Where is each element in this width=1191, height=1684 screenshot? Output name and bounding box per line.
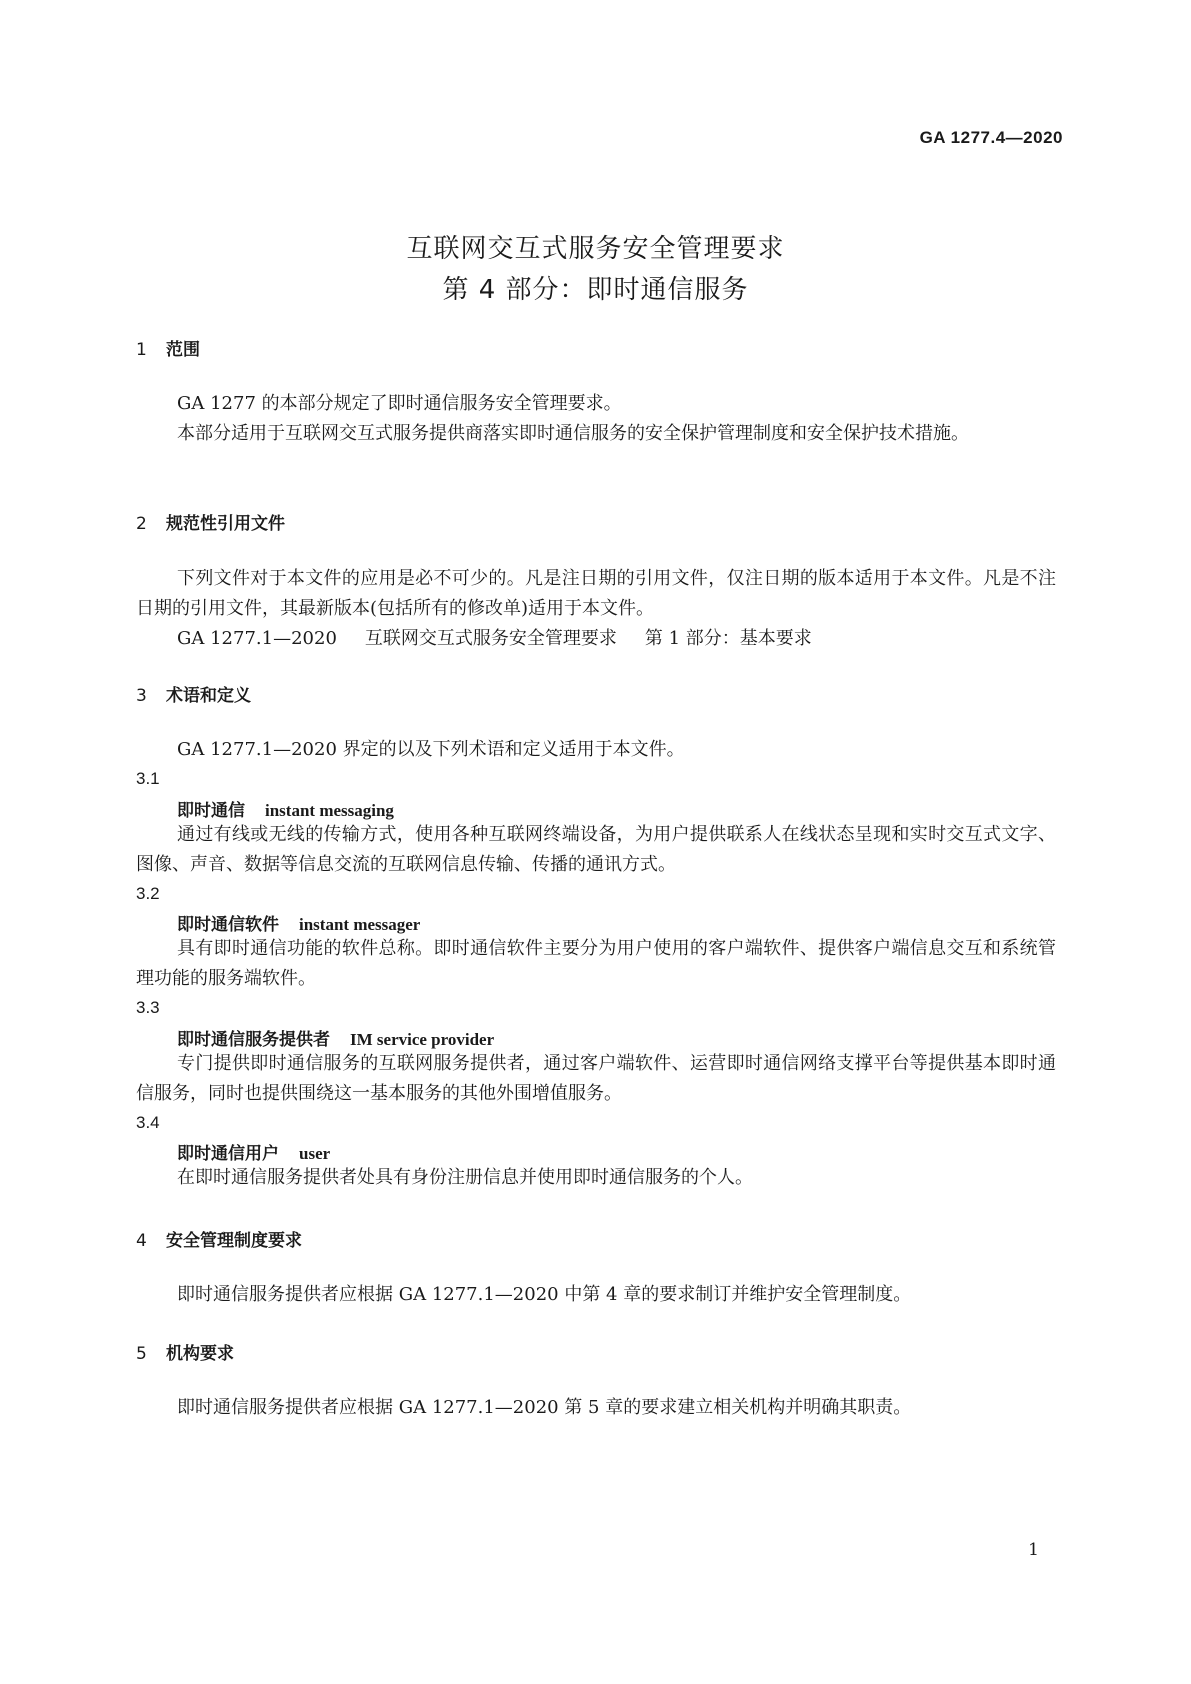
section-title: 机构要求: [166, 1344, 234, 1364]
section-number: 5: [136, 1344, 147, 1364]
document-subtitle: 第 4 部分：即时通信服务: [442, 275, 749, 305]
section-title: 术语和定义: [166, 686, 251, 706]
paragraph: GA 1277 的本部分规定了即时通信服务安全管理要求。: [177, 393, 622, 414]
section-title: 安全管理制度要求: [166, 1231, 302, 1251]
term-zh: 即时通信软件: [177, 915, 279, 935]
term-heading: [177, 796, 394, 821]
term-definition: 专门提供即时通信服务的互联网服务提供者，通过客户端软件、运营即时通信网络支撑平台等提供基本即时通信服务，同时也提供围绕这一基本服务的其他外围增值服务。: [136, 1053, 1056, 1104]
paragraph: 即时通信服务提供者应根据 GA 1277.1—2020 中第 4 章的要求制订并维护安全管理制度。: [177, 1284, 912, 1305]
reference-part: 第 1 部分：基本要求: [644, 628, 812, 649]
document-title: 互联网交互式服务安全管理要求: [406, 234, 785, 264]
paragraph: 本部分适用于互联网交互式服务提供商落实即时通信服务的安全保护管理制度和安全保护技术措施。: [177, 423, 969, 444]
section-title: 范围: [166, 340, 200, 360]
term-heading: [177, 1139, 330, 1164]
term-number: 3.1: [136, 769, 160, 788]
term-en: IM service provider: [350, 1030, 495, 1049]
term-heading: [177, 1025, 494, 1050]
reference-code: GA 1277.1—2020: [177, 628, 337, 649]
paragraph: GA 1277.1—2020 界定的以及下列术语和定义适用于本文件。: [177, 739, 685, 760]
standard-code: GA 1277.4—2020: [919, 128, 1063, 147]
reference-title: 互联网交互式服务安全管理要求: [364, 628, 617, 649]
section-title: 规范性引用文件: [166, 514, 285, 534]
normative-reference: [177, 624, 840, 650]
term-definition: 通过有线或无线的传输方式，使用各种互联网终端设备，为用户提供联系人在线状态呈现和实时交互式文字、图像、声音、数据等信息交流的互联网信息传输、传播的通讯方式。: [136, 824, 1056, 875]
term-definition: 具有即时通信功能的软件总称。即时通信软件主要分为用户使用的客户端软件、提供客户端信息交互和系统管理功能的服务端软件。: [136, 938, 1056, 989]
paragraph: 下列文件对于本文件的应用是必不可少的。凡是注日期的引用文件，仅注日期的版本适用于本文件。凡是不注日期的引用文件，其最新版本(包括所有的修改单)适用于本文件。: [136, 568, 1056, 619]
term-zh: 即时通信服务提供者: [177, 1030, 330, 1050]
section-number: 2: [136, 514, 147, 534]
term-en: instant messager: [299, 915, 421, 934]
term-number: 3.4: [136, 1113, 160, 1132]
section-heading: [136, 1339, 234, 1364]
term-zh: 即时通信: [177, 801, 245, 821]
section-heading: [136, 1226, 302, 1251]
section-number: 4: [136, 1231, 147, 1251]
term-en: instant messaging: [265, 801, 394, 820]
term-definition: 在即时通信服务提供者处具有身份注册信息并使用即时通信服务的个人。: [177, 1167, 753, 1188]
paragraph: 即时通信服务提供者应根据 GA 1277.1—2020 第 5 章的要求建立相关机构并明确其职责。: [177, 1397, 912, 1418]
term-number: 3.3: [136, 998, 160, 1017]
section-number: 3: [136, 686, 147, 706]
page-number: 1: [1028, 1540, 1039, 1560]
term-en: user: [299, 1144, 331, 1163]
term-heading: [177, 910, 420, 935]
term-number: 3.2: [136, 884, 160, 903]
section-heading: [136, 509, 285, 534]
section-number: 1: [136, 340, 147, 360]
section-heading: [136, 681, 251, 706]
term-zh: 即时通信用户: [177, 1144, 279, 1164]
section-heading: [136, 335, 200, 360]
